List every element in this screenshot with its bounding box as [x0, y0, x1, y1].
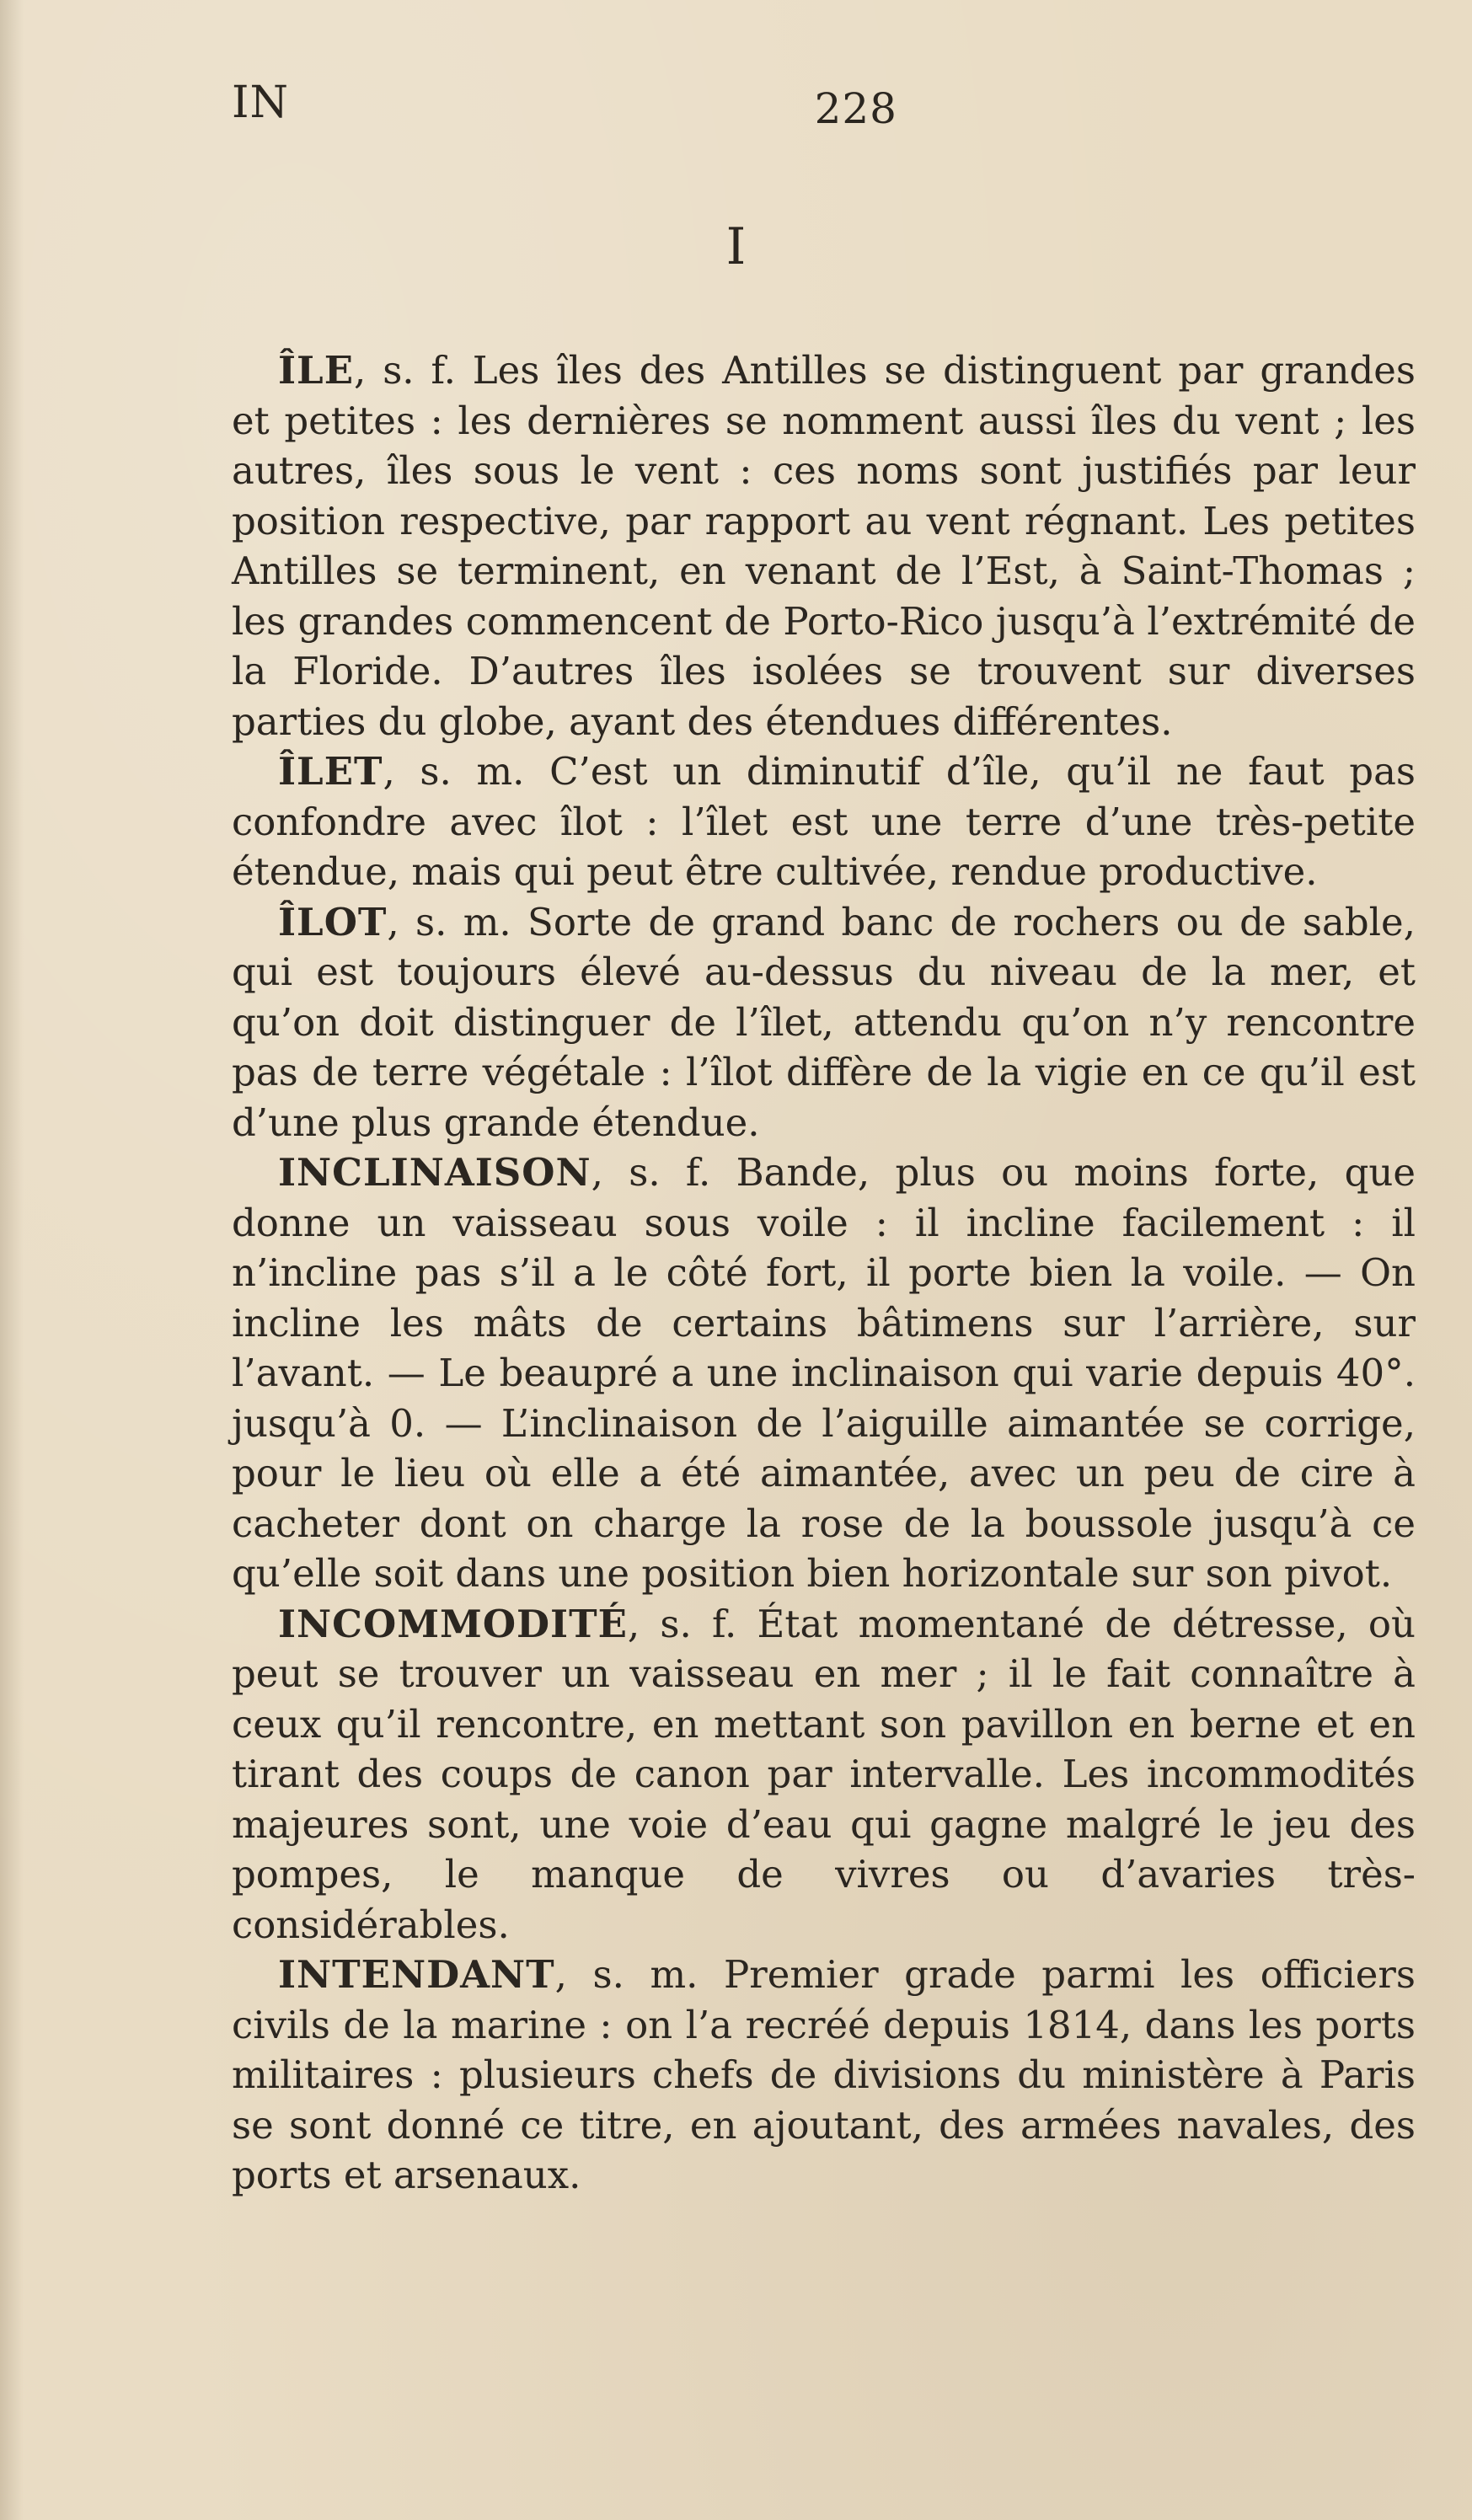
page-edge-shadow	[0, 0, 24, 2520]
entry-text: État momentané de détresse, où peut se trouver un vaisseau en mer ; il le fait connaître à ceux qu’il rencontre, en mettant son pavillon en berne et en tirant des coups de canon par intervalle. Les incommodités majeures sont, une voie d’eau qui gagne malgré le jeu des pompes, le manque de vivres ou d’avaries très-considérables.	[232, 1601, 1416, 1947]
entry-ile	[232, 345, 1416, 746]
entry-text: Les îles des Antilles se distinguent par grandes et petites : les dernières se nomment aussi îles du vent ; les autres, îles sous le vent : ces noms sont justifiés par leur position respective, par rapport au vent régnant. Les petites Antilles se terminent, en venant de l’Est, à Saint-Thomas ; les grandes commencent de Porto-Rico jusqu’à l’extrémité de la Floride. D’autres îles isolées se trouvent sur diverses parties du globe, ayant des étendues différentes.	[232, 348, 1416, 744]
entry-incommodite	[232, 1599, 1416, 1950]
entry-grammar: , s. m.	[383, 749, 525, 794]
entry-headword: ÎLOT	[278, 899, 388, 944]
entry-headword: INCOMMODITÉ	[278, 1601, 628, 1646]
entry-text: Sorte de grand banc de rochers ou de sable, qui est toujours élevé au-dessus du niveau de la mer, et qu’on doit distinguer de l’îlet, attendu qu’on n’y rencontre pas de terre végétale : l’îlot diffère de la vigie en ce qu’il est d’une plus grande étendue.	[232, 899, 1416, 1145]
running-head	[232, 78, 897, 136]
entry-text: C’est un diminutif d’île, qu’il ne faut pas confondre avec îlot : l’îlet est une terre d’une très-petite étendue, mais qui peut être cultivée, rendue productive.	[232, 749, 1416, 894]
running-head-letters: IN	[232, 78, 290, 128]
entry-headword: ÎLET	[278, 749, 383, 794]
entry-headword: ÎLE	[278, 348, 354, 393]
dictionary-entries	[232, 345, 1416, 2201]
entry-ilet	[232, 746, 1416, 897]
section-letter: I	[725, 217, 747, 276]
entry-headword: INCLINAISON	[278, 1150, 591, 1195]
entry-grammar: , s. f.	[354, 348, 456, 393]
entry-text: Premier grade parmi les officiers civils de la marine : on l’a recréé depuis 1814, dans les ports militaires : plusieurs chefs de divisions du ministère à Paris se sont donné ce titre, en ajoutant, des armées navales, des ports et arsenaux.	[232, 1952, 1416, 2197]
entry-grammar: , s. f.	[591, 1150, 711, 1195]
entry-grammar: , s. f.	[627, 1601, 737, 1646]
entry-headword: INTENDANT	[278, 1952, 555, 1997]
entry-intendant	[232, 1950, 1416, 2201]
entry-inclinaison	[232, 1148, 1416, 1599]
entry-text: Bande, plus ou moins forte, que donne un vaisseau sous voile : il incline facilement : il n’incline pas s’il a le côté fort, il porte bien la voile. — On incline les mâts de certains bâtimens sur l’arrière, sur l’avant. — Le beaupré a une inclinaison qui varie depuis 40°. jusqu’à 0. — L’inclinaison de l’aiguille aimantée se corrige, pour le lieu où elle a été aimantée, avec un peu de cire à cacheter dont on charge la rose de la boussole jusqu’à ce qu’elle soit dans une position bien horizontale sur son pivot.	[232, 1150, 1416, 1596]
entry-grammar: , s. m.	[387, 899, 511, 944]
entry-ilot	[232, 897, 1416, 1148]
entry-grammar: , s. m.	[554, 1952, 699, 1997]
page-number: 228	[814, 84, 897, 133]
